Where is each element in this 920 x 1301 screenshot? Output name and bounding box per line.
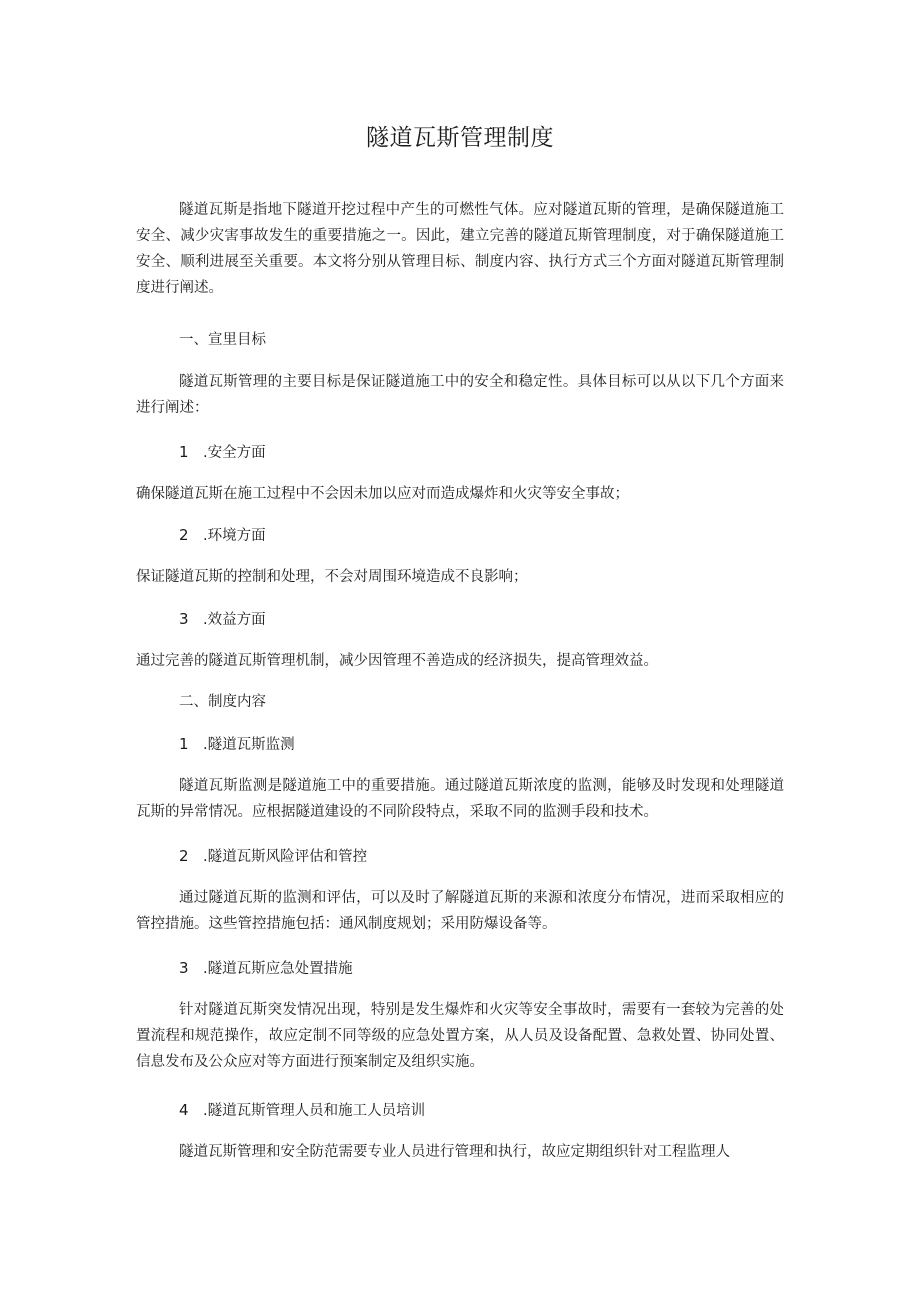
- section-2-item-1-text: 隧道瓦斯监测是隧道施工中的重要措施。通过隧道瓦斯浓度的监测，能够及时发现和处理隧道瓦斯的异常情况。应根据隧道建设的不同阶段特点，采取不同的监测手段和技术。: [136, 778, 784, 820]
- section-1-text: 隧道瓦斯管理的主要目标是保证隧道施工中的安全和稳定性。具体目标可以从以下几个方面来进行阐述：: [136, 374, 784, 416]
- item-number: 2: [179, 526, 189, 544]
- section-1-heading: 一、宣里目标: [179, 332, 266, 348]
- section-2-item-1-heading: [179, 731, 784, 758]
- item-number: 3: [179, 610, 189, 628]
- section-2-item-3-text: 针对隧道瓦斯突发情况出现，特别是发生爆炸和火灾等安全事故时，需要有一套较为完善的处置流程和规范操作，故应定制不同等级的应急处置方案，从人员及设备配置、急救处置、协同处置、信息发布及公众应对等方面进行预案制定及组织实施。: [136, 1002, 784, 1070]
- section-1-item-3-text: 通过完善的隧道瓦斯管理机制，减少因管理不善造成的经济损失，提高管理效益。: [136, 653, 658, 669]
- section-1-item-1-text: 确保隧道瓦斯在施工过程中不会因未加以应对而造成爆炸和火灾等安全事故；: [136, 486, 629, 502]
- item-number: 2: [179, 847, 189, 865]
- item-number: 1: [179, 735, 189, 753]
- section-2-heading: 二、制度内容: [179, 694, 266, 710]
- section-1-item-3-heading: [179, 606, 784, 633]
- section-2-item-4-heading: [179, 1097, 784, 1124]
- section-1-item-2-heading: [179, 522, 784, 549]
- item-label: .隧道瓦斯管理人员和施工人员培训: [203, 1103, 426, 1119]
- section-1-item-1-heading: [179, 439, 784, 466]
- item-number: 1: [179, 443, 189, 461]
- item-number: 4: [179, 1101, 189, 1119]
- document-title: 隧道瓦斯管理制度: [366, 125, 554, 151]
- item-label: .隧道瓦斯风险评估和管控: [203, 849, 368, 865]
- item-label: .隧道瓦斯监测: [203, 737, 295, 753]
- section-2-item-2-text: 通过隧道瓦斯的监测和评估，可以及时了解隧道瓦斯的来源和浓度分布情况，进而采取相应的管控措施。这些管控措施包括：通风制度规划；采用防爆设备等。: [136, 890, 784, 932]
- section-1-item-2-text: 保证隧道瓦斯的控制和处理，不会对周围环境造成不良影响；: [136, 569, 528, 585]
- section-2-item-4-text: 隧道瓦斯管理和安全防范需要专业人员进行管理和执行，故应定期组织针对工程监理人: [179, 1144, 730, 1160]
- item-label: .效益方面: [203, 612, 266, 628]
- section-2-item-2-heading: [179, 843, 784, 870]
- section-2-item-3-heading: [179, 955, 784, 982]
- item-label: .隧道瓦斯应急处置措施: [203, 961, 353, 977]
- item-label: .环境方面: [203, 528, 266, 544]
- intro-paragraph: 隧道瓦斯是指地下隧道开挖过程中产生的可燃性气体。应对隧道瓦斯的管理，是确保隧道施工安全、减少灾害事故发生的重要措施之一。因此，建立完善的隧道瓦斯管理制度，对于确保隧道施工安全、顺利进展至关重要。本文将分别从管理目标、制度内容、执行方式三个方面对隧道瓦斯管理制度进行阐述。: [136, 202, 784, 296]
- item-label: .安全方面: [203, 445, 266, 461]
- item-number: 3: [179, 959, 189, 977]
